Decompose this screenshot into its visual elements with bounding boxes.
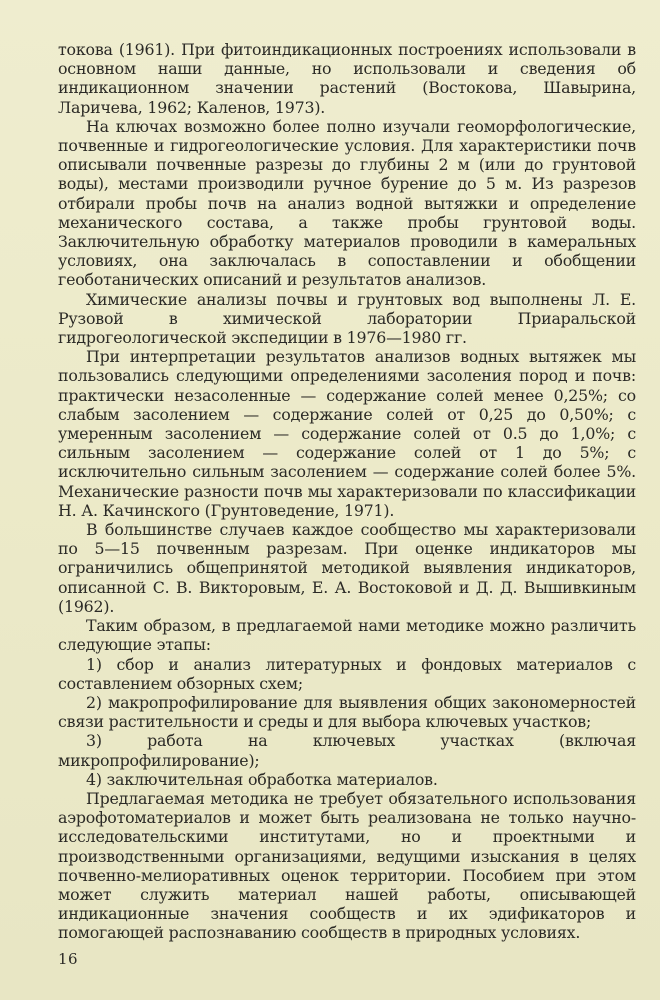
paragraph-2: На ключах возможно более полно изучали геоморфологические, почвенные и гидрогеологические условия. Для характеристики почв описывали почвенные разрезы до глубины 2 м (или до грунтовой воды), местами производили ручное бурение до 5 м. Из разрезов отбирали пробы почв на анализ водной вытяжки и определение механического состава, а также пробы грунтовой воды. Заключительную обработку материалов проводили в камеральных условиях, она заключалась в сопоставлении и обобщении геоботанических описаний и результатов анализов. [58,116,636,290]
paragraph-5: В большинстве случаев каждое сообщество мы характеризовали по 5—15 почвенным разрезам. При оценке индикаторов мы ограничились общепринятой методикой выявления индикаторов, описанной С. В. Викторовым, Е. А. Востоковой и Д. Д. Вышивкиным (1962). [58,520,636,616]
paragraph-4: При интерпретации результатов анализов водных вытяжек мы пользовались следующими определениями засоления пород и почв: практически незасоленные — содержание солей менее 0,25%; со слабым засолением — содержание солей от 0,25 до 0,50%; с умеренным засолением — содержание солей от 0.5 до 1,0%; с сильным засолением — содержание солей от 1 до 5%; с исключительно сильным засолением — содержание солей более 5%. Механические разности почв мы характеризовали по классификации Н. А. Качинского (Грунтоведение, 1971). [58,347,636,520]
paragraph-1: токова (1961). При фитоиндикационных построениях использовали в основном наши данные, но использовали и сведения об индикационном значении растений (Востокова, Шавырина, Ларичева, 1962; Каленов, 1973). [58,40,636,117]
list-item-2: 2) макропрофилирование для выявления общих закономерностей связи растительности и среды и для выбора ключевых участков; [58,692,636,732]
list-item-4: 4) заключительная обработка материалов. [86,769,438,789]
list-item-1: 1) сбор и анализ литературных и фондовых материалов с составлением обзорных схем; [58,654,636,693]
page-number: 16 [58,950,78,968]
paragraph-3: Химические анализы почвы и грунтовых вод выполнены Л. Е. Рузовой в химической лаборатории Приаральской гидрогеологической экспедиции в 1976—1980 гг. [58,289,636,348]
paragraph-6: Таким образом, в предлагаемой нами методике можно различить следующие этапы: [58,616,636,655]
body-text [58,40,636,943]
list-item-3: 3) работа на ключевых участках (включая микропрофилирование); [58,731,636,770]
paragraph-7: Предлагаемая методика не требует обязательного использования аэрофотоматериалов и может быть реализована не только научно-исследовательскими институтами, но и проектными и производственными организациями, ведущими изыскания в целях почвенно-мелиоративных оценок территории. Пособием при этом может служить материал нашей работы, описывающей индикационные значения сообществ и их эдификаторов и помогающей распознаванию сообществ в природных условиях. [58,788,636,943]
